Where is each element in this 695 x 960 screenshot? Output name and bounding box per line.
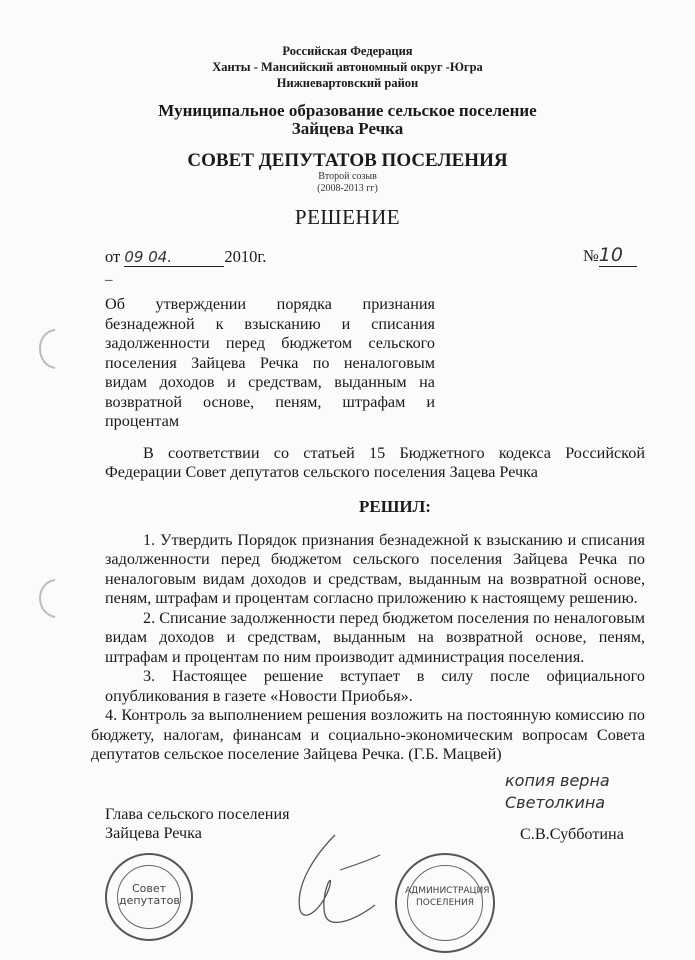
- date-year: 2010г.: [224, 247, 267, 266]
- district: Нижневартовский район: [276, 76, 419, 90]
- dash: –: [105, 272, 113, 288]
- subject: Об утверждении порядка признания безнадежной к взысканию и списания задолженности перед бюджетом сельского поселения Зайцева Речка по неналоговым видам доходов и средствам, выданным на возвратной основе, пеням, штрафам и процентам: [105, 295, 435, 430]
- signature-area: [105, 770, 645, 955]
- hole-punch-mark-icon: [30, 320, 60, 380]
- document-type: РЕШЕНИЕ: [294, 205, 401, 229]
- date-handwritten: 09 04.: [124, 248, 224, 267]
- region: Ханты - Мансийский автономный округ -Югра: [212, 60, 483, 74]
- date-line: [105, 247, 266, 267]
- preamble: В соответствии со статьей 15 Бюджетного кодекса Российской Федерации Совет депутатов сельского поселения Зацева Речка: [105, 443, 645, 481]
- header-block: [0, 43, 695, 91]
- items-list: [91, 530, 645, 765]
- council-stamp: [105, 853, 193, 941]
- copy-note-line1: копия верна: [505, 770, 610, 790]
- date-prefix: от: [105, 247, 121, 266]
- admin-stamp-text: АДМИНИСТРАЦИЯ ПОСЕЛЕНИЯ: [405, 885, 490, 908]
- admin-stamp: [395, 853, 495, 953]
- municipality: [0, 102, 695, 138]
- number-line: [583, 244, 637, 267]
- item-1: 1. Утвердить Порядок признания безнадежной к взысканию и списания задолженности перед бюджетом сельского поселения Зайцева Речка по неналоговым видам доходов и средствам, выданным на возвратной основе, пеням, штрафам и процентам согласно приложению к настоящему решению.: [105, 530, 645, 607]
- council-title: СОВЕТ ДЕПУТАТОВ ПОСЕЛЕНИЯ: [187, 150, 508, 171]
- hole-punch-mark-icon: [30, 575, 60, 625]
- decided-heading: РЕШИЛ:: [359, 496, 431, 516]
- position-line2: Зайцева Речка: [105, 824, 202, 842]
- signatory-name: С.В.Субботина: [520, 824, 624, 843]
- number-handwritten: 10: [599, 244, 637, 267]
- signature-position: [105, 805, 290, 844]
- convocation: [0, 171, 695, 195]
- municipality-line2: Зайцева Речка: [291, 119, 404, 138]
- municipality-line1: Муниципальное образование сельское поселение: [158, 101, 537, 120]
- number-prefix: №: [583, 246, 599, 265]
- term-text: (2008-2013 гг): [317, 183, 378, 194]
- position-line1: Глава сельского поселения: [105, 804, 290, 823]
- item-2: 2. Списание задолженности перед бюджетом поселения по неналоговым видам доходов и средствам, выданным на возвратной основе, пеням, штрафам и процентам по ним производит администрация поселения.: [105, 608, 645, 666]
- handwritten-signature-icon: [275, 825, 385, 935]
- copy-note-line2: Светолкина: [505, 792, 606, 812]
- content-flow: [91, 295, 645, 955]
- convocation-text: Второй созыв: [318, 171, 377, 182]
- item-3: 3. Настоящее решение вступает в силу после официального опубликования в газете «Новости Приобья».: [105, 667, 645, 705]
- council-stamp-text: Совет депутатов: [119, 881, 180, 907]
- country: Российская Федерация: [282, 44, 413, 58]
- item-4: 4. Контроль за выполнением решения возложить на постоянную комиссию по бюджету, налогам, финансам и социально-экономическим вопросам Совета депутатов сельское поселение Зайцева Речка. (Г.Б. Мацвей): [91, 706, 645, 763]
